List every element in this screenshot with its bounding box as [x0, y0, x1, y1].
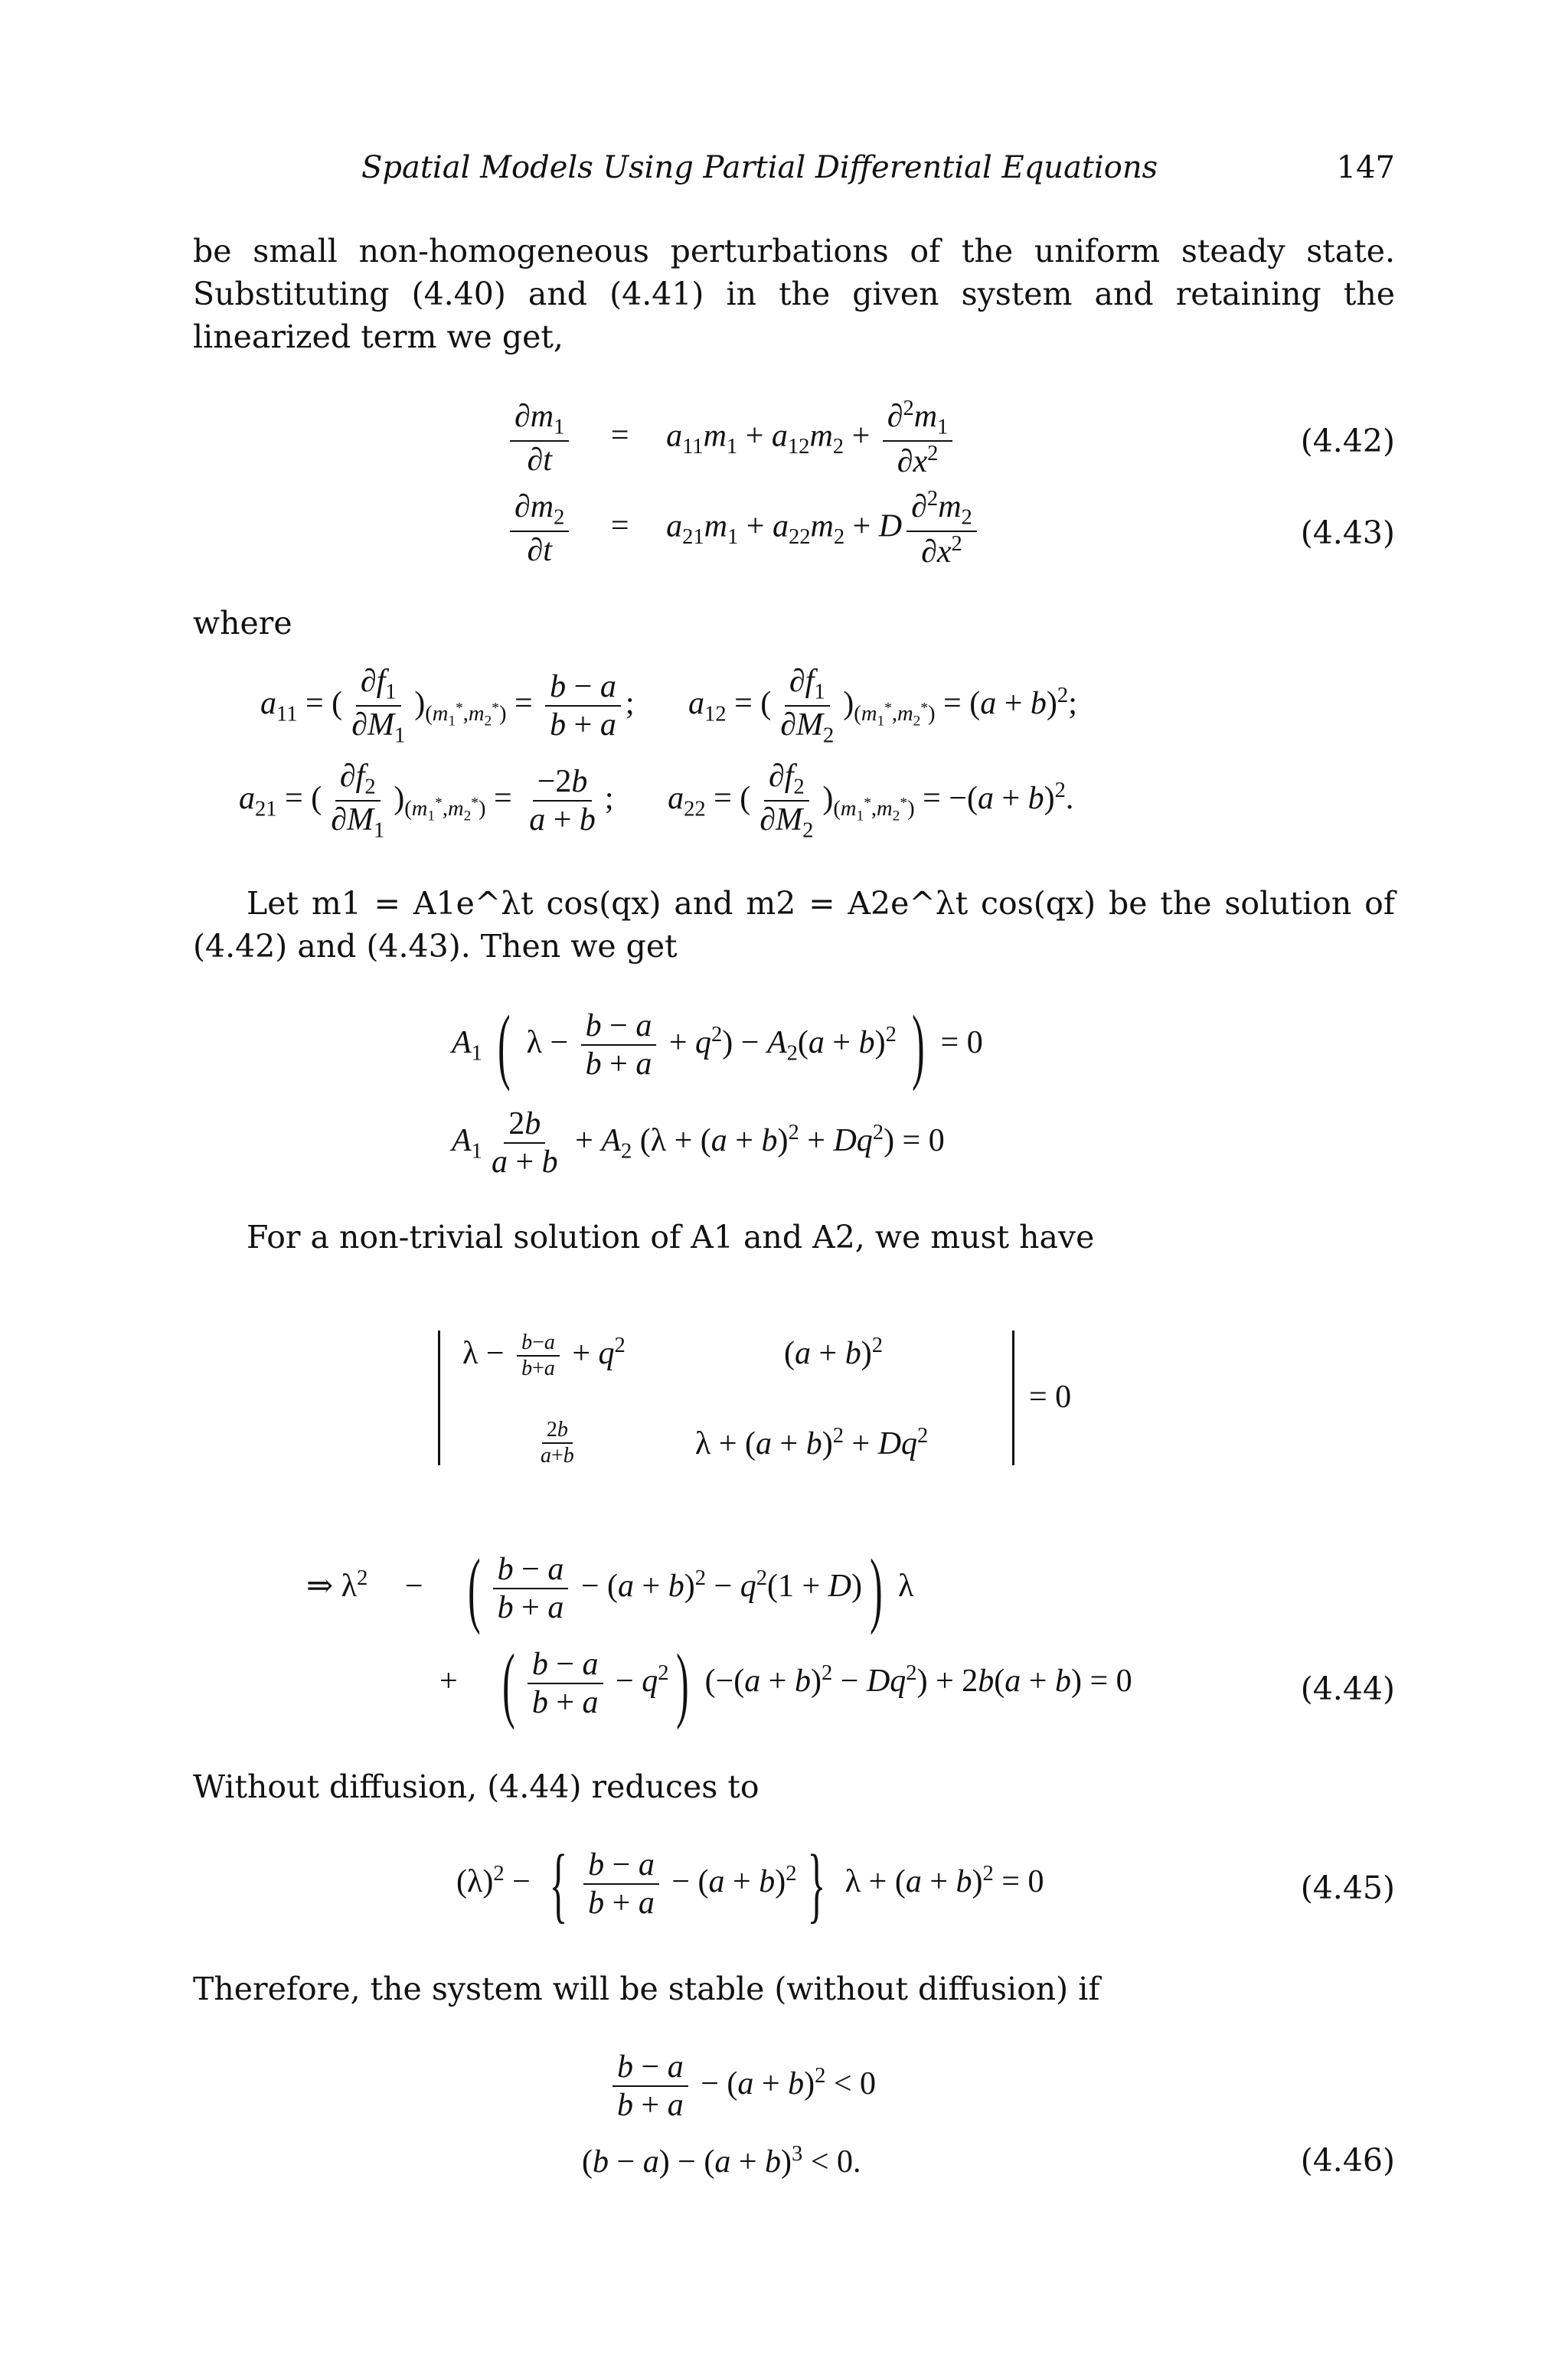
- determinant-left-bar: [438, 1331, 440, 1465]
- equation-4-44-line1: ⇒ $\lambda^2$ − ( $\frac{b - a}{b + a}$ − $(a + b)^2 - q^2(1 + D)$) λ: [306, 1542, 914, 1636]
- equation-number: (4.44): [1300, 1670, 1395, 1707]
- equation-number: (4.45): [1300, 1869, 1395, 1906]
- page-number: 147: [1336, 150, 1395, 185]
- equation-system-2: $A_1$ $\frac{2b}{a + b}$ + $A_2$ $(\lambda + (a + b)^2 + Dq^2) = 0$: [452, 1106, 945, 1180]
- equation-number: (4.46): [1300, 2142, 1395, 2179]
- determinant-entry-22: $\lambda + (a + b)^2 + Dq^2$: [695, 1424, 929, 1461]
- equation-4-42: $\frac{\partial m_1}{\partial t}$ = $a_{11}m_1 + a_{12}m_2$ + $\frac{\partial^2m_1}{\partial x^2}$: [505, 397, 957, 481]
- word-where: where: [193, 605, 292, 642]
- determinant-entry-21: $\frac{2b}{a+b}$: [541, 1418, 574, 1468]
- determinant-equals-zero: = 0: [1029, 1380, 1072, 1415]
- equation-4-44-line2: + ( $\frac{b - a}{b + a}$ − $q^2$) $(-(a + b)^2 - Dq^2) + 2b(a + b) = 0$: [439, 1637, 1132, 1731]
- paragraph-stability-condition: Therefore, the system will be stable (without diffusion) if: [193, 1971, 1100, 2007]
- equation-system-1: $A_1$ ( λ − $\frac{b - a}{b + a}$ + $q^2) - A_2(a + b)^2$ ) = 0: [452, 998, 983, 1092]
- coefficients-a21-a22: $a_{21}$ = ( $\frac{\partial f_2}{\partial M_1}$ )$_{(m_1^*,m_2^*)}$ = $\frac{-2b}{a + b}$ ; $a_{22}$ = ( $\frac{\partial f_2}{\partial M_2}$ )$_{(m_1^*,m_2^*)} = -(a + b)^2$.: [239, 759, 1074, 843]
- determinant-entry-12: $(a + b)^2$: [784, 1334, 883, 1371]
- equation-number: (4.42): [1300, 423, 1395, 459]
- paragraph-solution-form: Let m1 = A1e^λt cos(qx) and m2 = A2e^λt cos(qx) be the solution of (4.42) and (4.43). Then we get: [193, 885, 1395, 965]
- equation-4-45: $(\lambda)^2$ − { $\frac{b - a}{b + a}$ − $(a + b)^2$ } $\lambda + (a + b)^2 = 0$: [456, 1837, 1044, 1932]
- inequality-4-46: $(b - a) - (a + b)^3 < 0$.: [582, 2142, 861, 2180]
- paragraph-nontrivial: For a non-trivial solution of A1 and A2, we must have: [247, 1219, 1095, 1256]
- equation-number: (4.43): [1300, 514, 1395, 551]
- coefficients-a11-a12: $a_{11}$ = ( $\frac{\partial f_1}{\partial M_1}$ )$_{(m_1^*,m_2^*)}$ = $\frac{b - a}{b + a}$ ; $a_{12}$ = ( $\frac{\partial f_1}{\partial M_2}$ )$_{(m_1^*,m_2^*)} = (a + b)^2$;: [260, 664, 1077, 748]
- determinant-entry-11: λ − $\frac{b-a}{b+a}$ + $q^2$: [462, 1331, 626, 1381]
- paragraph-without-diffusion: Without diffusion, (4.44) reduces to: [193, 1768, 760, 1805]
- determinant-right-bar: [1012, 1331, 1014, 1465]
- running-header: Spatial Models Using Partial Differential Equations: [361, 150, 1158, 185]
- inequality-1: $\frac{b - a}{b + a}$ − $(a + b)^2 < 0$: [608, 2049, 876, 2124]
- paragraph-intro: be small non-homogeneous perturbations of the uniform steady state. Substituting (4.40) and (4.41) in the given system and retaining the linearized term we get,: [193, 233, 1395, 355]
- equation-4-43: $\frac{\partial m_2}{\partial t}$ = $a_{21}m_1 + a_{22}m_2 + D$ $\frac{\partial^2m_2}{\partial x^2}$: [505, 487, 982, 571]
